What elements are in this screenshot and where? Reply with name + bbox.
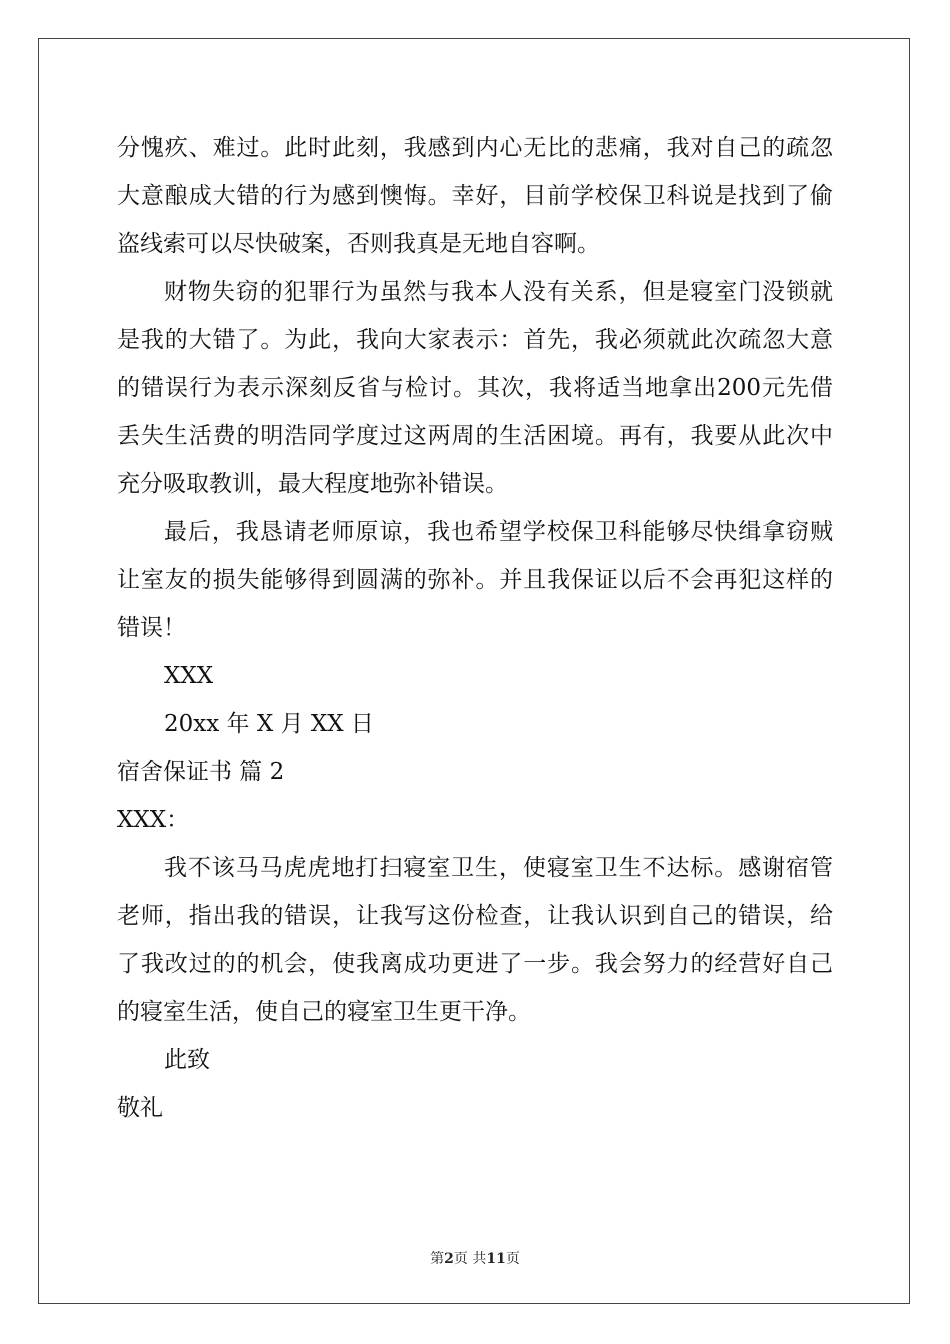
paragraph-line: 充分吸取教训，最大程度地弥补错误。 xyxy=(117,471,508,497)
paragraph-line: 盗线索可以尽快破案，否则我真是无地自容啊。 xyxy=(117,231,600,257)
paragraph-line: 让室友的损失能够得到圆满的弥补。并且我保证以后不会再犯这样的 xyxy=(117,567,833,593)
paragraph-line: 错误！ xyxy=(117,615,186,641)
closing: 此致 xyxy=(164,1047,210,1073)
footer-prefix: 第 xyxy=(430,1251,445,1267)
current-page-number: 2 xyxy=(444,1251,454,1267)
signature-date: 20xx 年 X 月 XX 日 xyxy=(164,711,374,737)
signature-name: XXX xyxy=(164,663,214,689)
paragraph-line: 老师，指出我的错误，让我写这份检查，让我认识到自己的错误，给 xyxy=(117,903,833,929)
paragraph-line: 最后，我恳请老师原谅，我也希望学校保卫科能够尽快缉拿窃贼 xyxy=(164,519,833,545)
paragraph-line: 是我的大错了。为此，我向大家表示：首先，我必须就此次疏忽大意 xyxy=(117,327,833,353)
total-page-number: 11 xyxy=(486,1251,506,1267)
closing-regards: 敬礼 xyxy=(117,1095,163,1121)
document-body xyxy=(117,124,833,1132)
page-footer xyxy=(0,1248,950,1268)
paragraph-line: 我不该马马虎虎地打扫寝室卫生，使寝室卫生不达标。感谢宿管 xyxy=(164,855,833,881)
paragraph-line: 了我改过的的机会，使我离成功更进了一步。我会努力的经营好自己 xyxy=(117,951,833,977)
paragraph-line: 分愧疚、难过。此时此刻，我感到内心无比的悲痛，我对自己的疏忽 xyxy=(117,135,833,161)
paragraph-line: 的寝室生活，使自己的寝室卫生更干净。 xyxy=(117,999,531,1025)
paragraph-line: 大意酿成大错的行为感到懊悔。幸好，目前学校保卫科说是找到了偷 xyxy=(117,183,833,209)
paragraph-line: 丢失生活费的明浩同学度过这两周的生活困境。再有，我要从此次中 xyxy=(117,423,833,449)
section-title: 宿舍保证书 篇 2 xyxy=(117,759,285,785)
salutation: XXX： xyxy=(117,807,190,833)
footer-suffix: 页 xyxy=(505,1251,520,1267)
paragraph-line: 财物失窃的犯罪行为虽然与我本人没有关系，但是寝室门没锁就 xyxy=(164,279,833,305)
paragraph-line: 的错误行为表示深刻反省与检讨。其次，我将适当地拿出200元先借 xyxy=(117,375,833,401)
footer-mid: 页 共 xyxy=(453,1251,487,1267)
